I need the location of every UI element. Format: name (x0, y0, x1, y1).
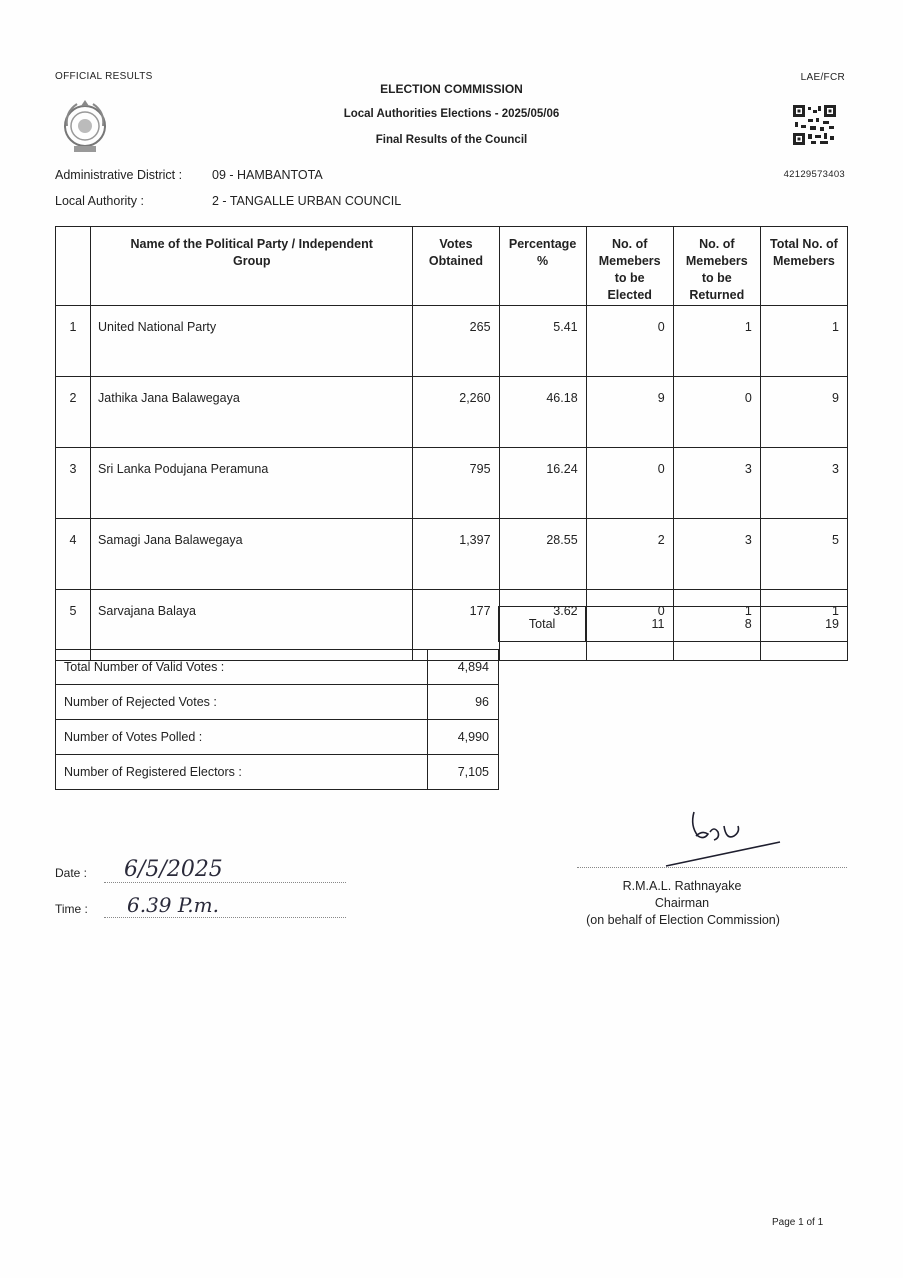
rejected-votes-value: 96 (428, 685, 499, 720)
valid-votes-value: 4,894 (428, 650, 499, 685)
totals-elected: 11 (586, 607, 673, 642)
vote-percentage: 28.55 (499, 519, 586, 590)
header-elected: No. of Memebers to be Elected (586, 227, 673, 306)
authority-value: 2 - TANGALLE URBAN COUNCIL (212, 194, 402, 208)
members-total: 1 (760, 306, 847, 377)
registered-electors-label: Number of Registered Electors : (56, 755, 428, 790)
votes-polled-value: 4,990 (428, 720, 499, 755)
rejected-votes-label: Number of Rejected Votes : (56, 685, 428, 720)
signature-line (577, 867, 847, 868)
members-total: 3 (760, 448, 847, 519)
members-returned: 0 (673, 377, 760, 448)
members-elected: 0 (586, 448, 673, 519)
header-votes: Votes Obtained (413, 227, 499, 306)
vote-percentage: 16.24 (499, 448, 586, 519)
totals-row (499, 607, 848, 642)
totals-label: Total (499, 607, 586, 642)
vote-percentage: 3.62 (499, 590, 586, 661)
members-elected: 0 (586, 306, 673, 377)
header-index (56, 227, 91, 306)
row-number: 1 (56, 306, 91, 377)
table-header-row (56, 227, 848, 306)
votes-obtained: 2,260 (413, 377, 499, 448)
party-name: Jathika Jana Balawegaya (91, 377, 413, 448)
signature-mark (660, 806, 785, 881)
row-number: 3 (56, 448, 91, 519)
party-name: United National Party (91, 306, 413, 377)
totals-returned: 8 (673, 607, 760, 642)
header-total: Total No. of Memebers (760, 227, 847, 306)
date-line (104, 882, 346, 883)
date-label: Date : (55, 866, 88, 880)
members-returned: 3 (673, 448, 760, 519)
time-label: Time : (55, 902, 88, 916)
summary-row (56, 720, 499, 755)
commission-title: ELECTION COMMISSION (380, 82, 523, 96)
document-number: 42129573403 (783, 169, 845, 180)
registered-electors-value: 7,105 (428, 755, 499, 790)
district-label: Administrative District : (55, 168, 183, 182)
votes-polled-label: Number of Votes Polled : (56, 720, 428, 755)
district-value: 09 - HAMBANTOTA (212, 168, 323, 182)
summary-row (56, 685, 499, 720)
results-title: Final Results of the Council (375, 134, 528, 146)
header-party: Name of the Political Party / Independent Group (91, 227, 413, 306)
votes-obtained: 795 (413, 448, 499, 519)
header-returned: No. of Memebers to be Returned (673, 227, 760, 306)
table-row (56, 306, 848, 377)
summary-row (56, 755, 499, 790)
valid-votes-label: Total Number of Valid Votes : (56, 650, 428, 685)
row-number: 2 (56, 377, 91, 448)
signatory-name: R.M.A.L. Rathnayake (622, 879, 742, 893)
signatory-title: Chairman (654, 896, 710, 910)
party-name: Samagi Jana Balawegaya (91, 519, 413, 590)
votes-obtained: 265 (413, 306, 499, 377)
row-number: 5 (56, 590, 91, 661)
election-title: Local Authorities Elections - 2025/05/06 (343, 108, 560, 120)
time-line (104, 917, 346, 918)
members-total: 1 (760, 590, 847, 661)
qr-code-icon (793, 105, 836, 150)
members-returned: 1 (673, 590, 760, 661)
national-emblem-icon (62, 96, 108, 161)
vote-percentage: 46.18 (499, 377, 586, 448)
members-returned: 1 (673, 306, 760, 377)
party-name: Sri Lanka Podujana Peramuna (91, 448, 413, 519)
table-row (56, 448, 848, 519)
members-elected: 0 (586, 590, 673, 661)
official-results-label: OFFICIAL RESULTS (55, 71, 153, 82)
results-table (55, 226, 848, 661)
votes-obtained: 177 (413, 590, 499, 661)
signatory-note: (on behalf of Election Commission) (586, 913, 780, 927)
members-total: 9 (760, 377, 847, 448)
members-returned: 3 (673, 519, 760, 590)
party-name: Sarvajana Balaya (91, 590, 413, 661)
vote-percentage: 5.41 (499, 306, 586, 377)
header-percentage: Percentage % (499, 227, 586, 306)
table-row (56, 519, 848, 590)
members-total: 5 (760, 519, 847, 590)
totals-members: 19 (760, 607, 847, 642)
votes-obtained: 1,397 (413, 519, 499, 590)
time-handwritten: 6.39 P.m. (127, 893, 219, 917)
members-elected: 9 (586, 377, 673, 448)
totals-table (498, 606, 848, 642)
authority-label: Local Authority : (55, 194, 144, 208)
summary-row (56, 650, 499, 685)
page-number: Page 1 of 1 (772, 1217, 824, 1228)
date-handwritten: 6/5/2025 (124, 857, 223, 882)
row-number: 4 (56, 519, 91, 590)
members-elected: 2 (586, 519, 673, 590)
table-row (56, 377, 848, 448)
form-code: LAE/FCR (800, 72, 845, 83)
vote-summary-table (55, 649, 499, 790)
